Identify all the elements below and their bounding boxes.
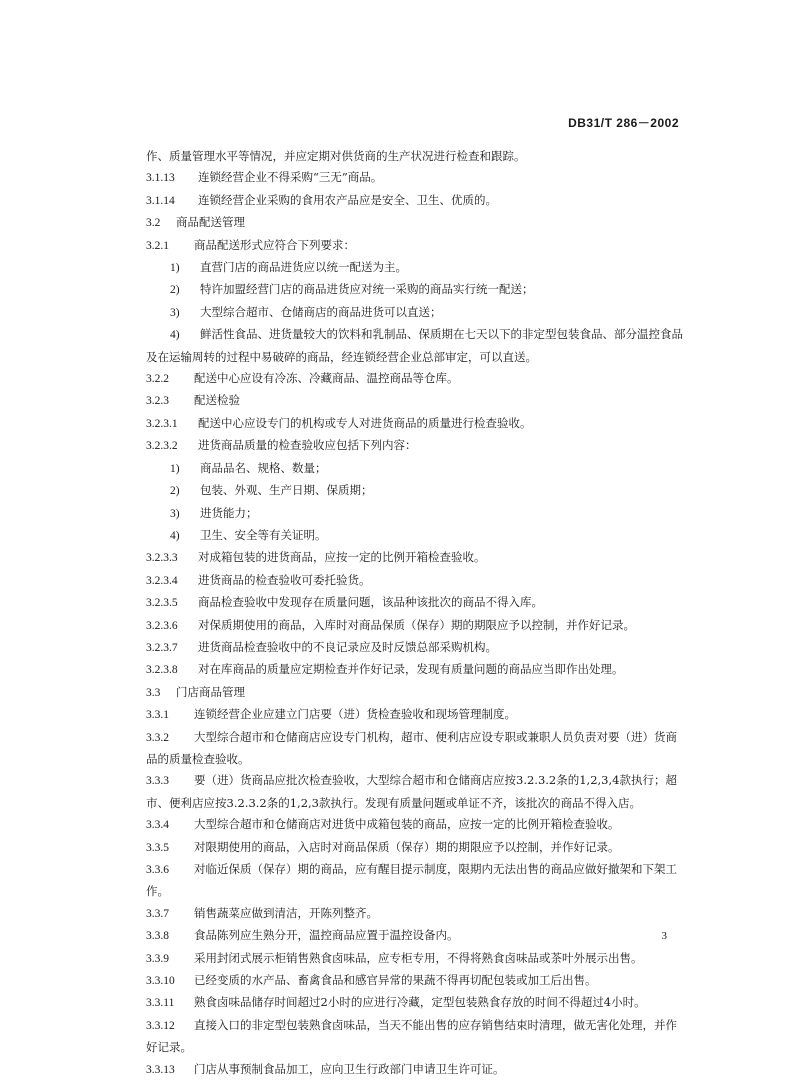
- clause-line: 3.1.14 连锁经营企业采购的食用农产品应是安全、卫生、优质的。: [146, 192, 497, 207]
- clause-line: 3.2.2 配送中心应设有冷冻、冷藏商品、温控商品等仓库。: [146, 371, 459, 386]
- clause-line: 3.2.1 商品配送形式应符合下列要求：: [146, 237, 355, 252]
- clause-line: 3.3.13 门店从事预制食品加工，应向卫生行政部门申请卫生许可证。: [146, 1061, 505, 1076]
- clause-line: 3.3.4 大型综合超市和仓储商店对进货中成箱包装的商品，应按一定的比例开箱检查验收。: [146, 817, 620, 832]
- clause-paragraph: 3.3.6 对临近保质（保存）期的商品，应有醒目提示制度，限期内无法出售的商品应做好撤架和下架工作。: [146, 862, 677, 899]
- list-item: 3) 大型综合超市、仓储商店的商品进货可以直送；: [170, 304, 442, 319]
- list-item: 2) 特许加盟经营门店的商品进货应对统一采购的商品实行统一配送；: [170, 282, 534, 297]
- standard-code: DB31/T 286－2002: [568, 116, 679, 130]
- list-item: 4) 鲜活性食品、进货量较大的饮料和乳制品、保质期在七天以下的非定型包装食品、部分温控食品及在运输周转的过程中易破碎的商品，经连锁经营企业总部审定，可以直送。: [146, 327, 683, 364]
- clause-paragraph: 3.3.2 大型综合超市和仓储商店应设专门机构，超市、便利店应设专职或兼职人员负责对要（进）货商品的质量检查验收。: [146, 729, 677, 766]
- section-heading: 3.3 门店商品管理: [146, 684, 245, 699]
- clause-line: 3.3.1 连锁经营企业应建立门店要（进）货检查验收和现场管理制度。: [146, 707, 516, 722]
- list-item: 4) 卫生、安全等有关证明。: [170, 527, 327, 542]
- document-body: [146, 146, 686, 1081]
- page-number: 3: [661, 930, 667, 942]
- list-item: 1) 直营门店的商品进货应以统一配送为主。: [170, 260, 407, 275]
- clause-line: 3.2.3.4 进货商品的检查验收可委托验货。: [146, 572, 371, 587]
- clause-line: 3.2.3.5 商品检查验收中发现存在质量问题，该品种该批次的商品不得入库。: [146, 595, 543, 610]
- clause-paragraph: 3.3.3 要（进）货商品应批次检查验收，大型综合超市和仓储商店应按3.2.3.2条的1,2,3,4款执行；超市、便利店应按3.2.3.2条的1,2,3款执行。发现有质量问题或单证不齐，该批次的商品不得入店。: [146, 773, 677, 810]
- clause-line: 3.3.5 对限期使用的商品，入店时对商品保质（保存）期的期限应予以控制，并作好记录。: [146, 839, 620, 854]
- clause-line: 3.2.3 配送检验: [146, 393, 240, 408]
- clause-line: 3.2.3.7 进货商品检查验收中的不良记录应及时反馈总部采购机构。: [146, 639, 497, 654]
- clause-line: 3.2.3.6 对保质期使用的商品，入库时对商品保质（保存）期的期限应予以控制，并作好记录。: [146, 617, 635, 632]
- text-line: 作、质量管理水平等情况，并应定期对供货商的生产状况进行检查和跟踪。: [146, 149, 526, 163]
- list-item: 1) 商品品名、规格、数量；: [170, 460, 327, 475]
- clause-line: 3.2.3.8 对在库商品的质量应定期检查并作好记录，发现有质量问题的商品应当即作出处理。: [146, 662, 624, 677]
- clause-paragraph: 3.3.11 熟食卤味品储存时间超过2小时的应进行冷藏，定型包装熟食存放的时间不得超过4小时。: [146, 995, 646, 1010]
- clause-paragraph: 3.3.12 直接入口的非定型包装熟食卤味品，当天不能出售的应存销售结束时清理，做无害化处理，并作好记录。: [146, 1017, 677, 1055]
- section-heading: 3.2 商品配送管理: [146, 215, 245, 230]
- list-item: 3) 进货能力；: [170, 505, 258, 520]
- list-item: 2) 包装、外观、生产日期、保质期；: [170, 483, 373, 498]
- clause-line: 3.1.13 连锁经营企业不得采购“三无”商品。: [146, 170, 383, 185]
- clause-line: 3.3.8 食品陈列应生熟分开，温控商品应置于温控设备内。: [146, 928, 459, 943]
- clause-line: 3.3.7 销售蔬菜应做到清洁，开陈列整齐。: [146, 905, 378, 920]
- clause-line: 3.2.3.1 配送中心应设专门的机构或专人对进货商品的质量进行检查验收。: [146, 415, 532, 430]
- clause-line: 3.2.3.2 进货商品质量的检查验收应包括下列内容：: [146, 438, 417, 453]
- clause-line: 3.3.10 已经变质的水产品、畜禽食品和感官异常的果蔬不得再切配包装或加工后出售。: [146, 973, 597, 988]
- clause-line: 3.2.3.3 对成箱包装的进货商品，应按一定的比例开箱检查验收。: [146, 550, 486, 565]
- clause-line: 3.3.9 采用封闭式展示柜销售熟食卤味品，应专柜专用，不得将熟食卤味品或茶叶外展示出售。: [146, 950, 643, 965]
